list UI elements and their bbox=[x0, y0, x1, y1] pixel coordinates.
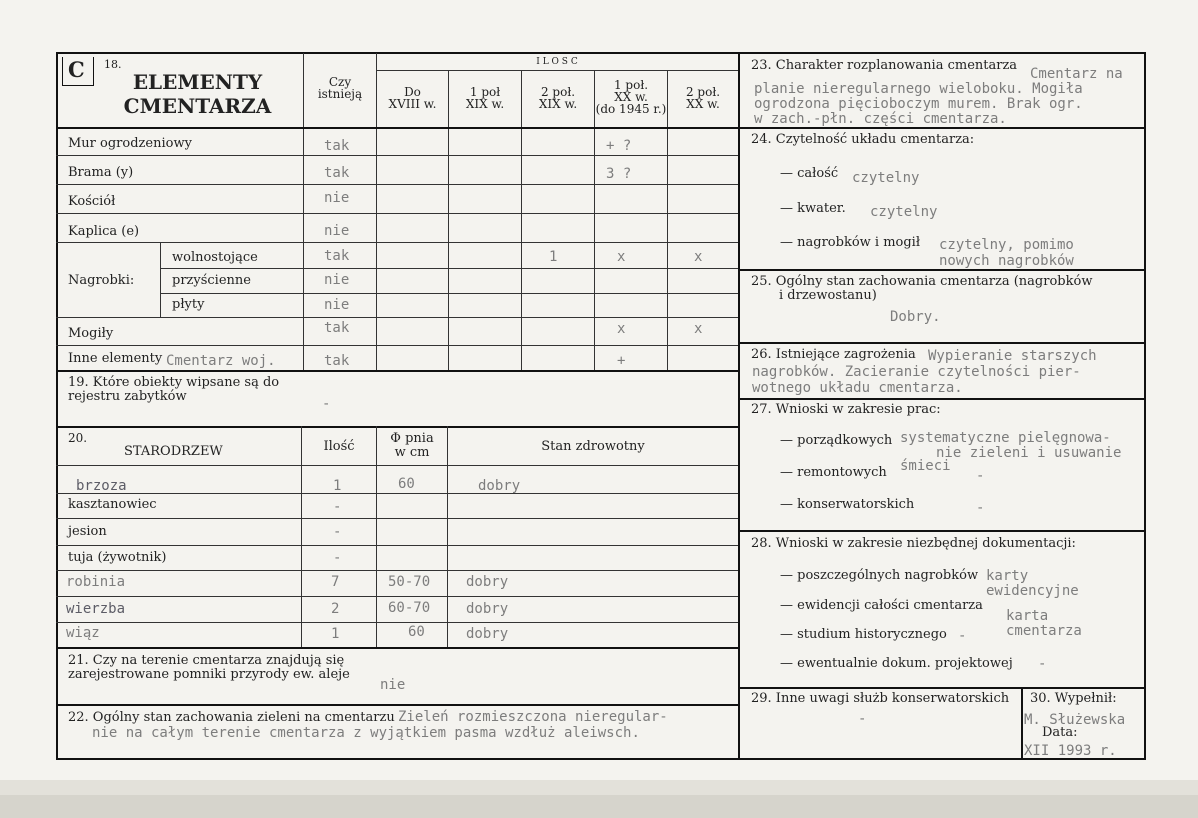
row-label-plyty: płyty bbox=[172, 297, 205, 312]
col-c1-header bbox=[377, 86, 448, 110]
row-label-mur: Mur ogrodzeniowy bbox=[68, 136, 192, 151]
tree-dia: 60 bbox=[408, 624, 425, 640]
tree-name: tuja (żywotnik) bbox=[68, 550, 167, 565]
col-qty-header: I L O S C bbox=[536, 57, 578, 67]
q25-line2: i drzewostanu) bbox=[779, 288, 877, 303]
tree-health: dobry bbox=[466, 574, 509, 590]
col-exists-l1: Czy bbox=[328, 75, 352, 89]
q19-answer: - bbox=[322, 396, 331, 412]
tree-qty: - bbox=[333, 524, 342, 540]
brama-c4: 3 ? bbox=[606, 166, 632, 182]
tree-health: dobry bbox=[466, 626, 509, 642]
grid-v bbox=[521, 70, 522, 370]
section-letter: C bbox=[68, 57, 85, 82]
tree-qty: 2 bbox=[331, 601, 340, 617]
wolno-c5: x bbox=[694, 249, 703, 265]
c5-l2: XX w. bbox=[686, 97, 720, 111]
c2-l1: 1 poł bbox=[469, 85, 501, 99]
col-c2-header bbox=[449, 86, 521, 110]
grid-h bbox=[56, 622, 738, 623]
q27-renov-answer: - bbox=[976, 468, 985, 484]
c2-l2: XIX w. bbox=[465, 97, 505, 111]
tree-qty: 7 bbox=[331, 574, 340, 590]
grid-h bbox=[56, 127, 738, 129]
q25-line1: 25. Ogólny stan zachowania cmentarza (nagrobków bbox=[751, 274, 1093, 289]
grid-v bbox=[448, 70, 449, 370]
wolno-c4: x bbox=[617, 249, 626, 265]
tree-dia: 60 bbox=[398, 476, 415, 492]
q26-question: 26. Istniejące zagrożenia bbox=[751, 347, 916, 362]
q21-answer: nie bbox=[380, 677, 406, 693]
q24-graves-label: — nagrobków i mogił bbox=[780, 235, 921, 250]
q28-whole-label: — ewidencji całości cmentarza bbox=[780, 598, 983, 613]
q28-hist-label: — studium historycznego bbox=[780, 627, 947, 642]
trees-number: 20. bbox=[68, 431, 88, 445]
grid-h bbox=[738, 398, 1144, 400]
q27-conserv-label: — konserwatorskich bbox=[780, 497, 915, 512]
tree-name: jesion bbox=[68, 524, 107, 539]
q28-whole-answer2: cmentarza bbox=[1006, 623, 1082, 639]
page-edge-shadow-lower bbox=[0, 795, 1198, 818]
grid-h bbox=[56, 545, 738, 546]
frame-center bbox=[738, 52, 740, 759]
grid-h bbox=[738, 530, 1144, 532]
q27-order-answer2: nie zieleni i usuwanie bbox=[936, 445, 1122, 461]
q28-question: 28. Wnioski w zakresie niezbędnej dokumentacji: bbox=[751, 536, 1076, 551]
frame-top bbox=[56, 52, 1146, 54]
grid-h bbox=[56, 213, 738, 214]
grid-h bbox=[56, 493, 738, 494]
grid-h bbox=[56, 370, 738, 372]
grid-h bbox=[56, 345, 738, 346]
grid-h bbox=[376, 70, 738, 71]
q27-conserv-answer: - bbox=[976, 500, 985, 516]
section-number: 18. bbox=[104, 58, 122, 71]
trees-label: STARODRZEW bbox=[124, 444, 223, 459]
tree-health: dobry bbox=[466, 601, 509, 617]
grid-h bbox=[56, 570, 738, 571]
c3-l2: XIX w. bbox=[538, 97, 578, 111]
trees-dia-l2: w cm bbox=[394, 445, 430, 460]
q21-line1: 21. Czy na terenie cmentarza znajdują się bbox=[68, 653, 345, 668]
grid-v bbox=[303, 53, 304, 370]
inne-value: Cmentarz woj. bbox=[166, 353, 276, 369]
c4-l1: 1 poł. bbox=[613, 78, 649, 92]
mogily-c4: x bbox=[617, 321, 626, 337]
q27-order-answer1: systematyczne pielęgnowa- bbox=[900, 430, 1111, 446]
q19-line2: rejestru zabytków bbox=[68, 389, 187, 404]
c4-l2: XX w. bbox=[614, 90, 648, 104]
grid-v bbox=[1021, 687, 1023, 758]
grid-h bbox=[56, 518, 738, 519]
row-label-mogily: Mogiły bbox=[68, 326, 114, 341]
inne-c4: + bbox=[617, 353, 626, 369]
section-title bbox=[110, 70, 285, 118]
grid-h bbox=[56, 465, 738, 466]
trees-dia-header bbox=[377, 432, 447, 460]
q28-hist-answer: - bbox=[958, 628, 967, 644]
row-label-kosciol: Kościół bbox=[68, 194, 116, 209]
q30-question: 30. Wypełnił: bbox=[1030, 691, 1117, 706]
q23-answer-line2: planie nieregularnego wieloboku. Mogiła bbox=[754, 81, 1083, 97]
q26-answer-line2: nagrobków. Zacieranie czytelności pier- bbox=[752, 364, 1081, 380]
q24-whole-label: — całość bbox=[780, 166, 839, 181]
c4-l3: (do 1945 r.) bbox=[595, 102, 667, 116]
q30-name: M. Służewska bbox=[1024, 712, 1126, 728]
section-title-line1: ELEMENTY bbox=[132, 70, 263, 94]
mur-exists: tak bbox=[324, 138, 350, 154]
q27-renov-label: — remontowych bbox=[780, 465, 887, 480]
q23-answer-line3: ogrodzona pięcioboczym murem. Brak ogr. bbox=[754, 96, 1083, 112]
q28-proj-answer: - bbox=[1038, 656, 1047, 672]
q28-whole-answer1: karta bbox=[1006, 608, 1049, 624]
q27-order-label: — porządkowych bbox=[780, 433, 893, 448]
q22-answer-line1: Zieleń rozmieszczona nieregular- bbox=[398, 709, 668, 725]
c1-l2: XVIII w. bbox=[388, 97, 437, 111]
plyty-exists: nie bbox=[324, 297, 350, 313]
tree-name: wierzba bbox=[66, 601, 126, 617]
mur-c4: + ? bbox=[606, 138, 632, 154]
trees-dia-l1: Φ pnia bbox=[390, 431, 434, 446]
row-label-inne: Inne elementy bbox=[68, 351, 163, 366]
q28-single-answer2: ewidencyjne bbox=[986, 583, 1079, 599]
grid-h bbox=[56, 596, 738, 597]
tree-name: kasztanowiec bbox=[68, 497, 157, 512]
q27-order-answer3: śmieci bbox=[900, 458, 951, 474]
tree-qty: - bbox=[333, 550, 342, 566]
col-c5-header bbox=[668, 86, 738, 110]
row-label-wolno: wolnostojące bbox=[172, 250, 258, 265]
grid-h bbox=[738, 127, 1144, 129]
tree-health: dobry bbox=[478, 478, 521, 494]
q30-date-label: Data: bbox=[1042, 725, 1078, 740]
grid-h bbox=[56, 704, 738, 706]
q23-answer-line1: Cmentarz na bbox=[1030, 66, 1123, 82]
grid-h bbox=[56, 317, 738, 318]
frame-right bbox=[1144, 52, 1146, 759]
mogily-c5: x bbox=[694, 321, 703, 337]
grid-h bbox=[738, 342, 1144, 344]
mogily-exists: tak bbox=[324, 320, 350, 336]
q24-question: 24. Czytelność układu cmentarza: bbox=[751, 132, 975, 147]
kosciol-exists: nie bbox=[324, 190, 350, 206]
col-exists-header bbox=[304, 76, 376, 100]
frame-left bbox=[56, 52, 58, 759]
col-c4-header bbox=[595, 79, 667, 115]
row-label-nagrobki: Nagrobki: bbox=[68, 273, 135, 288]
q24-quarters-answer: czytelny bbox=[870, 204, 938, 220]
q26-answer-line1: Wypieranie starszych bbox=[928, 348, 1097, 364]
grid-h bbox=[56, 426, 738, 428]
grid-v bbox=[447, 426, 448, 647]
frame-bottom bbox=[56, 758, 1146, 760]
q21-question bbox=[68, 654, 350, 682]
q24-graves-answer2: nowych nagrobków bbox=[939, 253, 1074, 269]
c1-l1: Do bbox=[404, 85, 421, 99]
q22-question: 22. Ogólny stan zachowania zieleni na cmentarzu bbox=[68, 710, 395, 725]
q23-answer-line4: w zach.-płn. części cmentarza. bbox=[754, 111, 1007, 127]
q30-date: XII 1993 r. bbox=[1024, 743, 1117, 759]
grid-h bbox=[56, 647, 738, 649]
trees-qty-header: Ilość bbox=[323, 439, 355, 454]
grid-h bbox=[56, 155, 738, 156]
q24-whole-answer: czytelny bbox=[852, 170, 920, 186]
grid-v bbox=[160, 242, 161, 317]
q28-single-answer1: karty bbox=[986, 568, 1029, 584]
q19-line1: 19. Które obiekty wipsane są do bbox=[68, 375, 280, 390]
q27-question: 27. Wnioski w zakresie prac: bbox=[751, 402, 941, 417]
grid-h bbox=[160, 268, 738, 269]
q19-question bbox=[68, 376, 279, 404]
col-c3-header bbox=[522, 86, 594, 110]
col-exists-l2: istnieją bbox=[317, 87, 363, 101]
q28-single-label: — poszczególnych nagrobków bbox=[780, 568, 979, 583]
section-title-line2: CMENTARZA bbox=[123, 94, 272, 118]
tree-qty: 1 bbox=[331, 626, 340, 642]
tree-name: robinia bbox=[66, 574, 126, 590]
inne-exists: tak bbox=[324, 353, 350, 369]
tree-qty: - bbox=[333, 499, 342, 515]
q28-proj-label: — ewentualnie dokum. projektowej bbox=[780, 656, 1013, 671]
grid-h bbox=[738, 687, 1144, 689]
kaplica-exists: nie bbox=[324, 223, 350, 239]
q23-question: 23. Charakter rozplanowania cmentarza bbox=[751, 58, 1018, 73]
q22-answer-line2: nie na całym terenie cmentarza z wyjątkiem pasma wzdłuż aleiwsch. bbox=[92, 725, 640, 741]
grid-v bbox=[301, 426, 302, 647]
tree-name: brzoza bbox=[76, 478, 127, 494]
trees-health-header: Stan zdrowotny bbox=[541, 439, 645, 454]
przysc-exists: nie bbox=[324, 272, 350, 288]
row-label-brama: Brama (y) bbox=[68, 165, 134, 180]
tree-dia: 50-70 bbox=[388, 574, 431, 590]
grid-h bbox=[738, 269, 1144, 271]
q25-question bbox=[751, 275, 1092, 303]
tree-dia: 60-70 bbox=[388, 600, 431, 616]
tree-qty: 1 bbox=[333, 478, 342, 494]
brama-exists: tak bbox=[324, 165, 350, 181]
q25-answer: Dobry. bbox=[890, 309, 941, 325]
c3-l1: 2 poł. bbox=[540, 85, 576, 99]
row-label-kaplica: Kaplica (e) bbox=[68, 224, 140, 239]
grid-v bbox=[667, 70, 668, 370]
q21-line2: zarejestrowane pomniki przyrody ew. aleje bbox=[68, 667, 350, 682]
q24-quarters-label: — kwater. bbox=[780, 201, 846, 216]
q29-question: 29. Inne uwagi służb konserwatorskich bbox=[751, 691, 1010, 706]
grid-h bbox=[160, 293, 738, 294]
wolno-c3: 1 bbox=[549, 249, 558, 265]
grid-h bbox=[56, 184, 738, 185]
q26-answer-line3: wotnego układu cmentarza. bbox=[752, 380, 963, 396]
c5-l1: 2 poł. bbox=[685, 85, 721, 99]
tree-name: wiąz bbox=[66, 625, 100, 641]
q29-answer: - bbox=[858, 711, 867, 727]
row-label-przysc: przyścienne bbox=[172, 273, 251, 288]
q24-graves-answer1: czytelny, pomimo bbox=[939, 237, 1074, 253]
grid-h bbox=[56, 242, 738, 243]
wolno-exists: tak bbox=[324, 248, 350, 264]
